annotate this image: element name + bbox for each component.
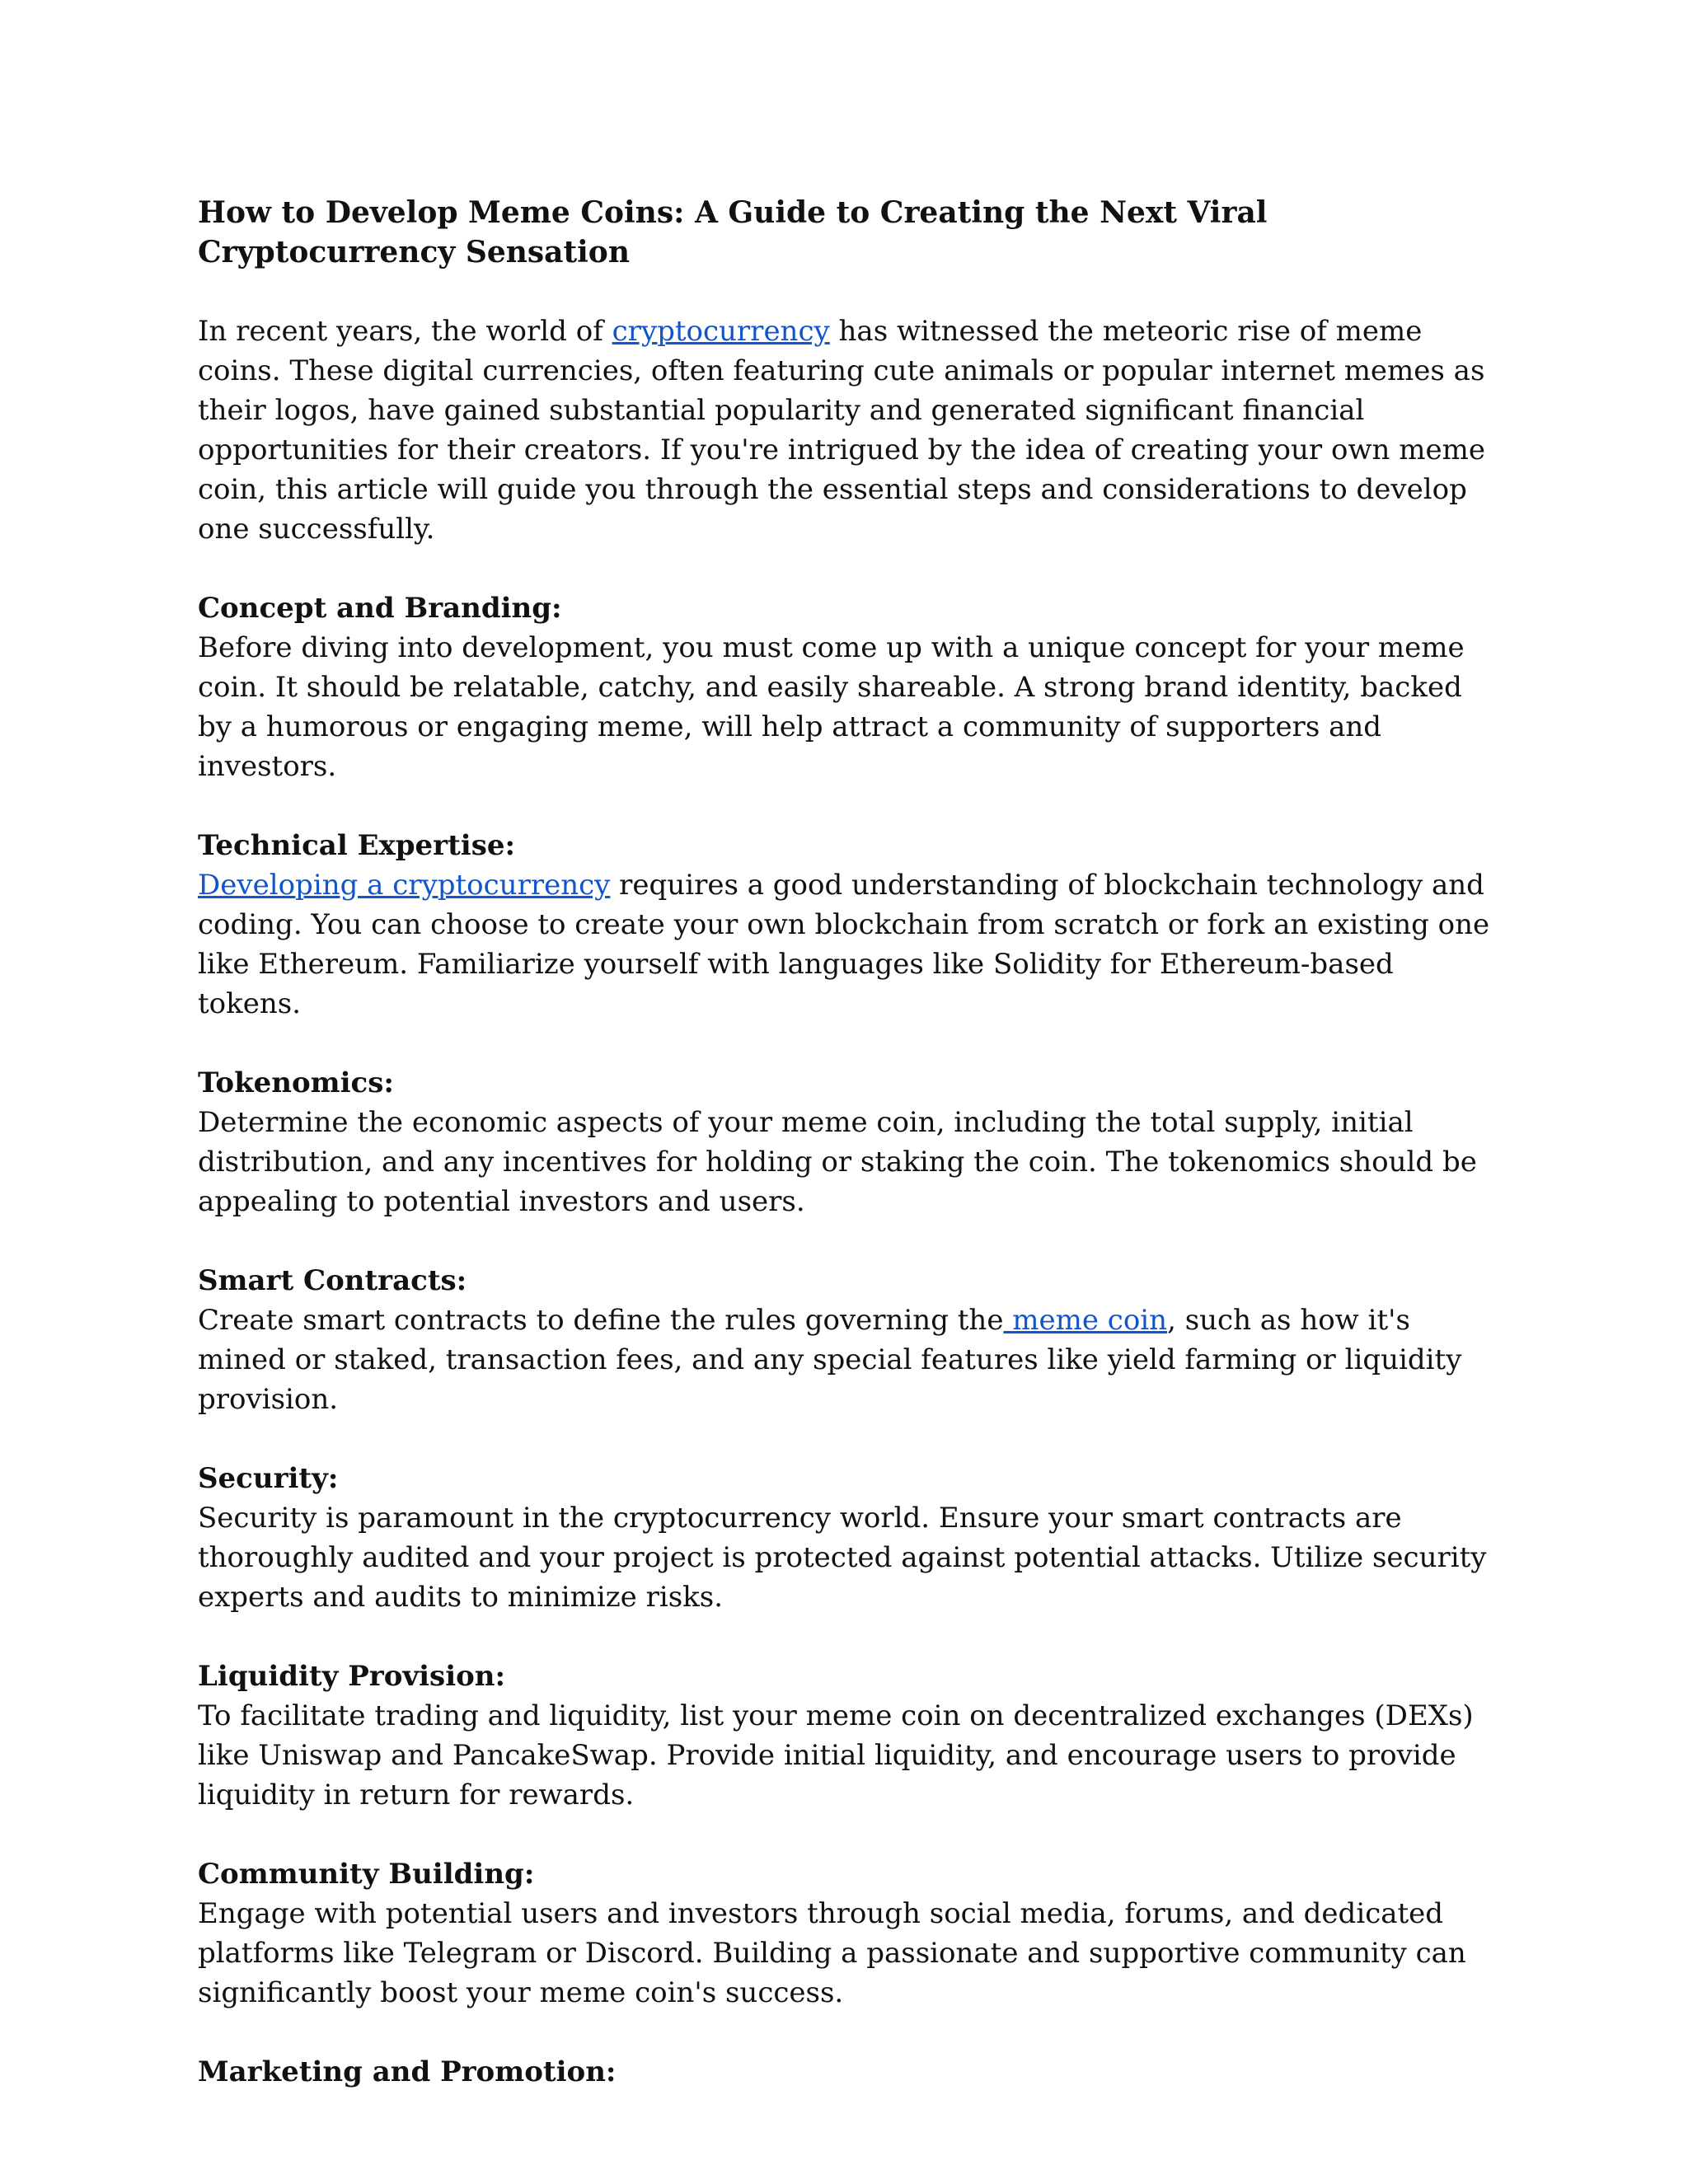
- section-heading: Liquidity Provision:: [198, 1660, 506, 1693]
- section-security: [198, 1459, 1500, 1617]
- section-body-after-link: , such as how it's mined or staked, transaction fees, and any special features like yield farming or liquidity provision.: [198, 1304, 1462, 1416]
- section-body: Security is paramount in the cryptocurrency world. Ensure your smart contracts are thoroughly audited and your project is protected against potential attacks. Utilize security experts and audits to minimize risks.: [198, 1502, 1487, 1614]
- section-heading: Concept and Branding:: [198, 592, 562, 625]
- section-heading: Marketing and Promotion:: [198, 2055, 617, 2088]
- meme-coin-link[interactable]: meme coin: [1003, 1304, 1168, 1337]
- section-community-building: [198, 1854, 1500, 2013]
- section-heading: Technical Expertise:: [198, 829, 516, 862]
- section-body: Engage with potential users and investors through social media, forums, and dedicated platforms like Telegram or Discord. Building a passionate and supportive community can significantly boost your meme coin's success.: [198, 1897, 1466, 2009]
- section-heading: Community Building:: [198, 1858, 535, 1891]
- intro-text-after-link: has witnessed the meteoric rise of meme coins. These digital currencies, often featuring cute animals or popular internet memes as their logos, have gained substantial popularity and generated significant financial opportunities for their creators. If you're intrigued by the idea of creating your own meme coin, this article will guide you through the essential steps and considerations to develop one successfully.: [198, 315, 1485, 546]
- section-body: requires a good understanding of blockchain technology and coding. You can choose to create your own blockchain from scratch or fork an existing one like Ethereum. Familiarize yourself with languages like Solidity for Ethereum-based tokens.: [198, 869, 1490, 1020]
- section-body: Before diving into development, you must come up with a unique concept for your meme coin. It should be relatable, catchy, and easily shareable. A strong brand identity, backed by a humorous or engaging meme, will help attract a community of supporters and investors.: [198, 631, 1465, 783]
- document-body: [198, 193, 1500, 2131]
- section-body: Determine the economic aspects of your meme coin, including the total supply, initial distribution, and any incentives for holding or staking the coin. The tokenomics should be appealing to potential investors and users.: [198, 1106, 1477, 1218]
- section-liquidity-provision: [198, 1657, 1500, 1815]
- section-tokenomics: [198, 1063, 1500, 1221]
- intro-text-before-link: In recent years, the world of: [198, 315, 612, 348]
- section-body-before-link: Create smart contracts to define the rules governing the: [198, 1304, 1004, 1337]
- developing-cryptocurrency-link[interactable]: Developing a cryptocurrency: [198, 869, 611, 902]
- section-technical-expertise: [198, 826, 1500, 1024]
- document-title: How to Develop Meme Coins: A Guide to Creating the Next Viral Cryptocurrency Sensation: [198, 195, 1268, 269]
- section-heading: Smart Contracts:: [198, 1264, 467, 1297]
- section-concept-branding: [198, 588, 1500, 786]
- section-heading: Security:: [198, 1462, 339, 1495]
- section-marketing-promotion: [198, 2052, 1500, 2092]
- section-smart-contracts: [198, 1261, 1500, 1419]
- section-heading: Tokenomics:: [198, 1066, 394, 1099]
- cryptocurrency-link[interactable]: cryptocurrency: [612, 315, 830, 348]
- section-body: To facilitate trading and liquidity, list your meme coin on decentralized exchanges (DEXs) like Uniswap and PancakeSwap. Provide initial liquidity, and encourage users to provide liquidity in return for rewards.: [198, 1699, 1474, 1811]
- intro-paragraph: [198, 312, 1500, 549]
